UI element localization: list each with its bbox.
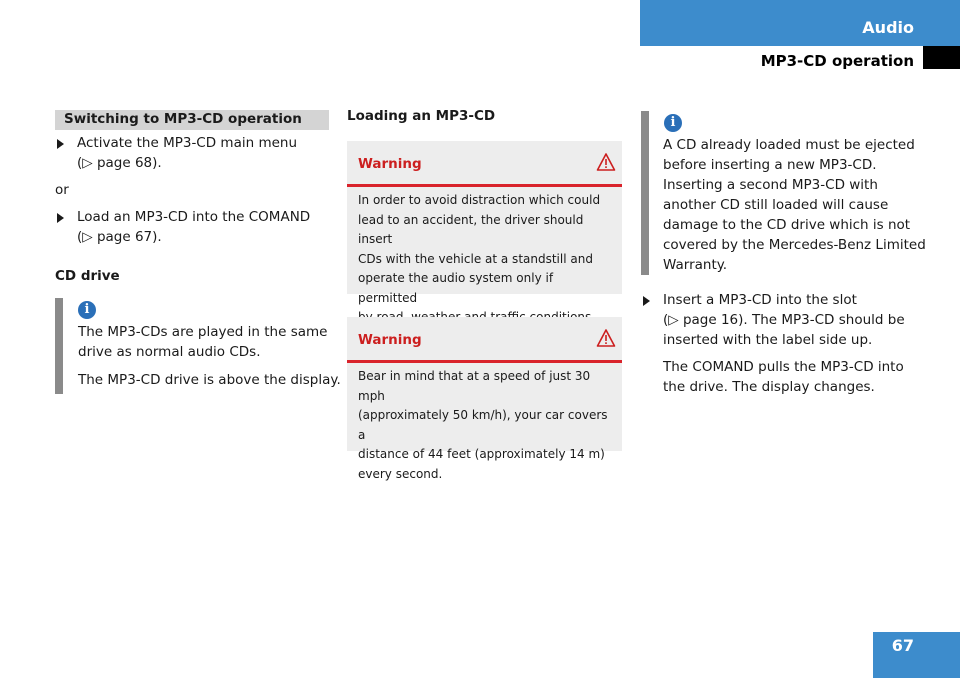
bullet-arrow-icon [643,296,650,306]
info-icon: i [664,114,682,132]
warning-title: Warning [358,332,422,348]
section-title: Audio [862,18,914,37]
info-box-bar [641,111,649,275]
section-heading: Switching to MP3-CD operation [64,111,302,127]
info-box-cd-eject: A CD already loaded must be ejected before inserting a new MP3-CD. Inserting a second MP3-CD with another CD still loaded will cause damage to the CD drive which is not covered by the Mercedes-Benz Limited Warranty. [663,137,926,273]
bullet-arrow-icon [57,139,64,149]
cd-drive-heading: CD drive [55,268,120,284]
header-marker [923,46,960,69]
info-box-cd-drive: The MP3-CDs are played in the same drive as normal audio CDs. The MP3-CD drive is above the display. [78,324,341,388]
info-icon: i [78,301,96,319]
bullet-arrow-icon [57,213,64,223]
warning-divider [347,184,622,187]
comand-paragraph: The COMAND pulls the MP3-CD into the drive. The display changes. [663,359,904,395]
info-box-bar [55,298,63,394]
warning-title: Warning [358,156,422,172]
section-heading-bar [55,110,329,130]
page-number-tab [873,632,960,678]
warning-box-speed [347,317,622,481]
warning-divider [347,360,622,363]
or-text: or [55,182,69,198]
header-section-tab [640,0,960,46]
warning-triangle-icon [596,328,616,348]
bullet-insert: Insert a MP3-CD into the slot (▷ page 16). The MP3-CD should be inserted with the label side up. [663,292,905,348]
bullet-load: Load an MP3-CD into the COMAND (▷ page 67). [77,209,311,245]
page-title: MP3-CD operation [760,52,914,70]
warning-text: Bear in mind that at a speed of just 30 mph (approximately 50 km/h), your car covers a distance of 44 feet (approximately 14 m) every second. [358,369,608,481]
bullet-activate: Activate the MP3-CD main menu (▷ page 68). [77,135,298,171]
loading-heading: Loading an MP3-CD [347,108,496,124]
warning-triangle-icon [596,152,616,172]
page-number: 67 [891,636,914,655]
warning-text: In order to avoid distraction which could lead to an accident, the driver should insert CDs with the vehicle at a standstill and operate the audio system only if permitted [358,193,601,305]
warning-box-distraction [347,141,622,305]
